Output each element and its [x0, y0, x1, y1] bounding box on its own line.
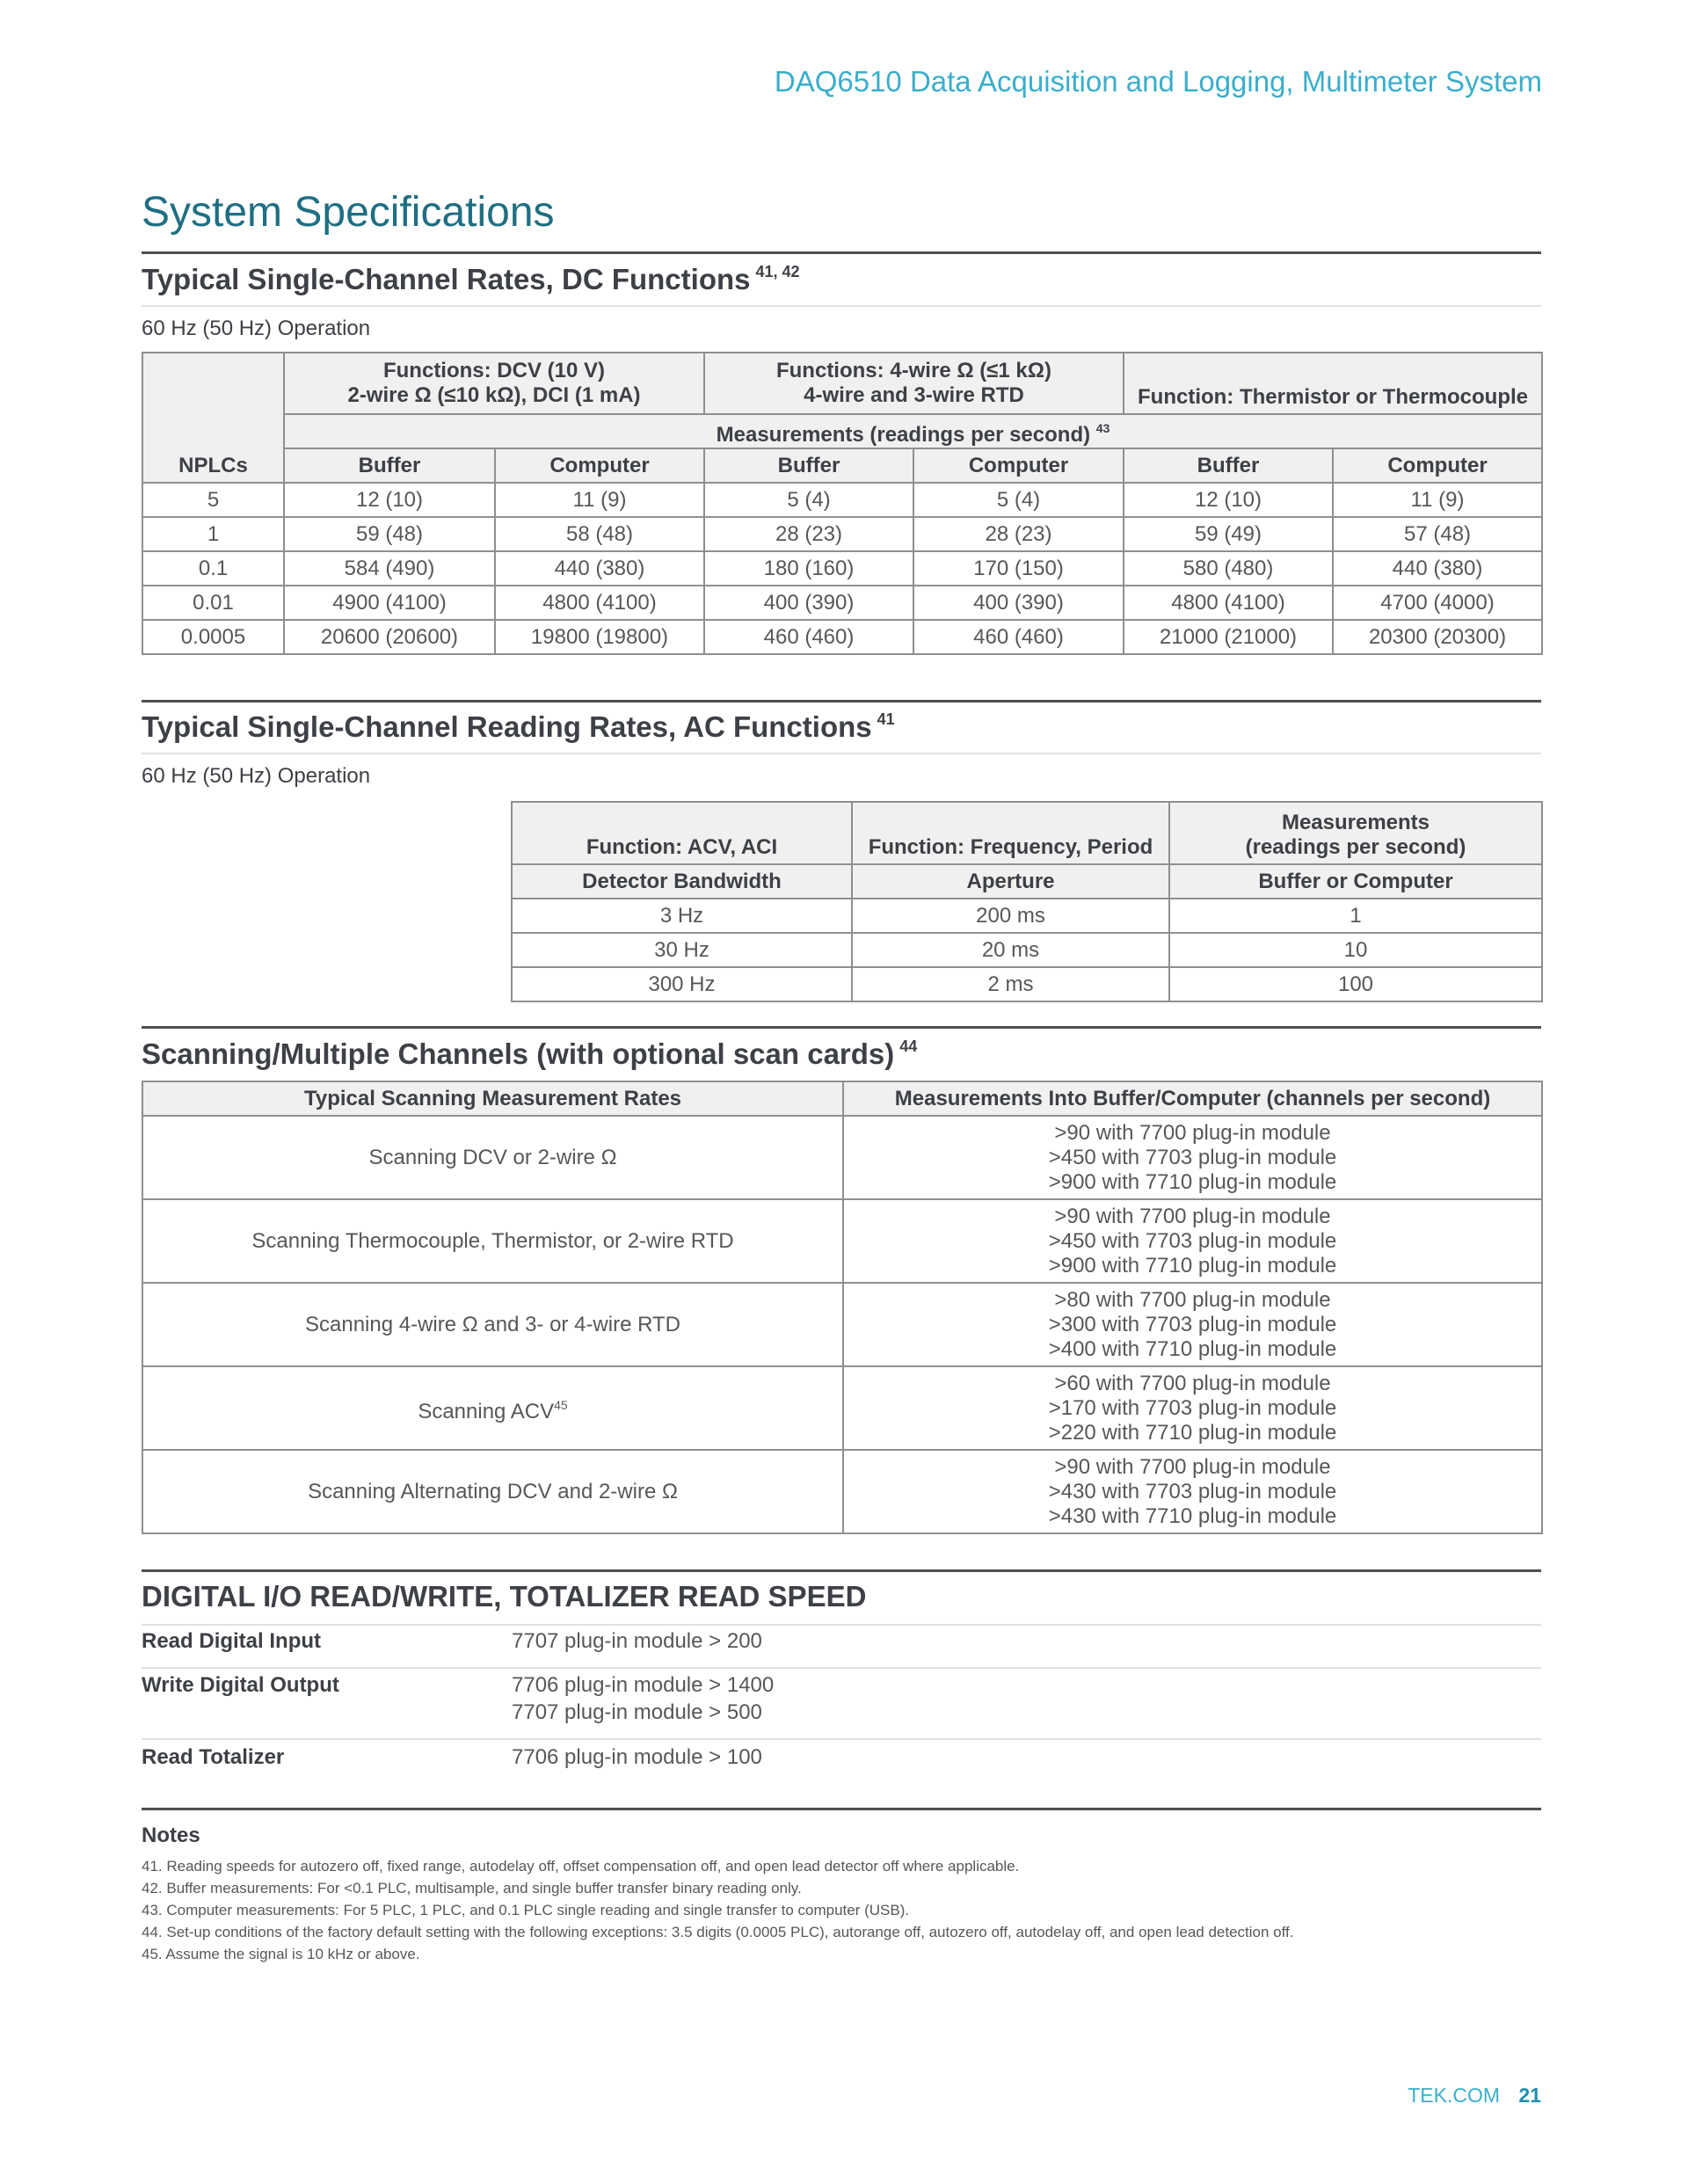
note-item: 42. Buffer measurements: For <0.1 PLC, multisample, and single buffer transfer binary reading only.	[142, 1880, 802, 1896]
note-item: 45. Assume the signal is 10 kHz or above.	[142, 1946, 420, 1962]
section-divider	[142, 700, 1541, 703]
nplc-cell: 0.1	[142, 551, 284, 586]
section-subdivider	[142, 753, 1541, 754]
ac-cell: 1	[1169, 899, 1542, 933]
rate-cell: 4700 (4000)	[1333, 586, 1542, 620]
scan-rate-line: >430 with 7710 plug-in module	[1048, 1503, 1337, 1528]
dio-value: 7706 plug-in module > 1400	[512, 1673, 775, 1697]
column-header: Computer	[495, 448, 704, 483]
rate-cell: 12 (10)	[1124, 483, 1333, 517]
table-row	[142, 483, 1542, 517]
note-item: 41. Reading speeds for autozero off, fixed range, autodelay off, offset compensation off, and open lead detector off where applicable.	[142, 1858, 1020, 1875]
table-row	[512, 899, 1542, 933]
nplc-cell: 0.0005	[142, 620, 284, 654]
notes-title: Notes	[142, 1824, 200, 1847]
table-row	[142, 517, 1542, 551]
rate-cell: 400 (390)	[913, 586, 1124, 620]
rate-cell: 28 (23)	[913, 517, 1124, 551]
scan-type-label: Scanning DCV or 2-wire Ω	[368, 1145, 617, 1169]
column-header: Aperture	[852, 864, 1169, 899]
rate-cell: 170 (150)	[913, 551, 1124, 586]
rate-cell: 4900 (4100)	[284, 586, 495, 620]
section-divider	[142, 1026, 1541, 1029]
rate-cell: 5 (4)	[704, 483, 913, 517]
scan-rate-line: >170 with 7703 plug-in module	[1048, 1395, 1337, 1420]
ac-cell: 3 Hz	[512, 899, 852, 933]
scan-type-cell	[142, 1366, 843, 1450]
dio-label: Read Totalizer	[142, 1745, 285, 1769]
dio-value: 7707 plug-in module > 500	[512, 1700, 762, 1724]
scan-rate-line: >430 with 7703 plug-in module	[1048, 1479, 1337, 1503]
scan-rate-line: >400 with 7710 plug-in module	[1048, 1336, 1337, 1361]
ac-cell: 2 ms	[852, 967, 1169, 1001]
rate-cell: 20600 (20600)	[284, 620, 495, 654]
ac-section-title-text: Typical Single-Channel Reading Rates, AC Functions	[142, 710, 872, 743]
scan-rate-line: >220 with 7710 plug-in module	[1048, 1420, 1337, 1445]
ac-header-measurements: Measurements (readings per second)	[1169, 802, 1542, 864]
dio-label: Read Digital Input	[142, 1629, 321, 1653]
rate-cell: 57 (48)	[1333, 517, 1542, 551]
row-divider	[142, 1738, 1541, 1740]
scan-rate-cell	[843, 1116, 1542, 1199]
scan-rate-line: >90 with 7700 plug-in module	[1054, 1454, 1331, 1479]
table-row	[512, 967, 1542, 1001]
footnote-ref: 44	[899, 1037, 918, 1055]
rate-cell: 584 (490)	[284, 551, 495, 586]
footnote-ref: 43	[1095, 420, 1110, 435]
scanning-rates-table	[142, 1081, 1543, 1534]
scan-section-title-text: Scanning/Multiple Channels (with optional scan cards)	[142, 1037, 895, 1070]
rate-cell: 59 (48)	[284, 517, 495, 551]
nplc-cell: 5	[142, 483, 284, 517]
scan-rate-cell	[843, 1283, 1542, 1366]
nplc-header: NPLCs	[142, 353, 284, 483]
scan-section-title	[142, 1037, 917, 1071]
section-subdivider	[142, 305, 1541, 307]
ac-operation-subhead: 60 Hz (50 Hz) Operation	[142, 764, 371, 788]
dc-section-title	[142, 263, 800, 296]
scan-rate-line: >300 with 7703 plug-in module	[1048, 1312, 1337, 1336]
column-header: Buffer	[704, 448, 913, 483]
scan-rate-line: >450 with 7703 plug-in module	[1048, 1228, 1337, 1253]
rate-cell: 180 (160)	[704, 551, 913, 586]
ac-cell: 200 ms	[852, 899, 1169, 933]
rate-cell: 460 (460)	[913, 620, 1124, 654]
rate-cell: 12 (10)	[284, 483, 495, 517]
table-row	[142, 1283, 1542, 1366]
rate-cell: 4800 (4100)	[495, 586, 704, 620]
rate-cell: 59 (49)	[1124, 517, 1333, 551]
rate-cell: 5 (4)	[913, 483, 1124, 517]
group-header-dcv: Functions: DCV (10 V) 2-wire Ω (≤10 kΩ), DCI (1 mA)	[284, 353, 704, 414]
scan-type-label: Scanning 4-wire Ω and 3- or 4-wire RTD	[305, 1312, 680, 1336]
dio-value: 7707 plug-in module > 200	[512, 1629, 762, 1653]
table-row	[142, 586, 1542, 620]
row-divider	[142, 1667, 1541, 1669]
ac-header-acv: Function: ACV, ACI	[512, 802, 852, 864]
scan-type-label: Scanning Alternating DCV and 2-wire Ω	[308, 1479, 678, 1503]
rate-cell: 28 (23)	[704, 517, 913, 551]
footer-site-link[interactable]: TEK.COM	[1408, 2084, 1500, 2107]
scan-header-type: Typical Scanning Measurement Rates	[142, 1081, 843, 1116]
dio-label: Write Digital Output	[142, 1673, 339, 1697]
scan-type-label: Scanning Thermocouple, Thermistor, or 2-wire RTD	[251, 1228, 734, 1253]
section-subdivider	[142, 1624, 1541, 1626]
rate-cell: 19800 (19800)	[495, 620, 704, 654]
scan-type-label: Scanning ACV	[418, 1399, 555, 1423]
ac-cell: 100	[1169, 967, 1542, 1001]
scan-rate-line: >80 with 7700 plug-in module	[1054, 1287, 1331, 1312]
scan-rate-line: >450 with 7703 plug-in module	[1048, 1145, 1337, 1169]
ac-cell: 20 ms	[852, 933, 1169, 967]
dio-value: 7706 plug-in module > 100	[512, 1745, 762, 1769]
scan-type-cell	[142, 1450, 843, 1533]
section-divider	[142, 251, 1541, 254]
scan-type-cell	[142, 1199, 843, 1283]
rate-cell: 580 (480)	[1124, 551, 1333, 586]
scan-rate-cell	[843, 1366, 1542, 1450]
dc-section-title-text: Typical Single-Channel Rates, DC Functions	[142, 263, 751, 295]
table-row	[142, 620, 1542, 654]
scan-rate-line: >900 with 7710 plug-in module	[1048, 1169, 1337, 1194]
scan-rate-line: >90 with 7700 plug-in module	[1054, 1120, 1331, 1145]
footnote-ref: 41, 42	[755, 263, 800, 280]
column-header: Computer	[913, 448, 1124, 483]
table-row	[142, 1116, 1542, 1199]
scan-rate-line: >60 with 7700 plug-in module	[1054, 1371, 1331, 1395]
scan-header-rate: Measurements Into Buffer/Computer (channels per second)	[843, 1081, 1542, 1116]
dc-rates-table	[142, 352, 1543, 655]
rate-cell: 440 (380)	[1333, 551, 1542, 586]
page-title: System Specifications	[142, 189, 555, 236]
column-header: Buffer	[1124, 448, 1333, 483]
dio-values	[512, 1671, 774, 1726]
scan-rate-line: >900 with 7710 plug-in module	[1048, 1253, 1337, 1278]
ac-cell: 300 Hz	[512, 967, 852, 1001]
footnote-ref: 41	[877, 710, 895, 728]
rate-cell: 58 (48)	[495, 517, 704, 551]
scan-type-cell	[142, 1116, 843, 1199]
scan-rate-line: >90 with 7700 plug-in module	[1054, 1204, 1331, 1228]
dio-values	[512, 1627, 762, 1655]
nplc-cell: 1	[142, 517, 284, 551]
rate-cell: 460 (460)	[704, 620, 913, 654]
dc-operation-subhead: 60 Hz (50 Hz) Operation	[142, 317, 371, 340]
scan-rate-cell	[843, 1450, 1542, 1533]
rate-cell: 21000 (21000)	[1124, 620, 1333, 654]
column-header: Detector Bandwidth	[512, 864, 852, 899]
table-row	[142, 551, 1542, 586]
ac-cell: 30 Hz	[512, 933, 852, 967]
ac-section-title	[142, 710, 895, 744]
column-header: Buffer	[284, 448, 495, 483]
document-header-title: DAQ6510 Data Acquisition and Logging, Multimeter System	[774, 65, 1542, 98]
group-header-4wire: Functions: 4-wire Ω (≤1 kΩ) 4-wire and 3-wire RTD	[704, 353, 1124, 414]
ac-cell: 10	[1169, 933, 1542, 967]
ac-rates-table	[511, 801, 1543, 1002]
dio-values	[512, 1744, 762, 1771]
rate-cell: 4800 (4100)	[1124, 586, 1333, 620]
rate-cell: 400 (390)	[704, 586, 913, 620]
table-row	[142, 1366, 1542, 1450]
column-header: Computer	[1333, 448, 1542, 483]
table-row	[512, 933, 1542, 967]
ac-header-frequency: Function: Frequency, Period	[852, 802, 1169, 864]
section-divider	[142, 1808, 1541, 1810]
rate-cell: 11 (9)	[1333, 483, 1542, 517]
footnote-ref: 45	[554, 1397, 568, 1412]
group-header-thermistor: Function: Thermistor or Thermocouple	[1124, 353, 1542, 414]
measurements-header: Measurements (readings per second) $^{43}$	[284, 414, 1542, 448]
notes-list	[142, 1855, 1294, 1965]
note-item: 43. Computer measurements: For 5 PLC, 1 PLC, and 0.1 PLC single reading and single transfer to computer (USB).	[142, 1902, 910, 1918]
rate-cell: 11 (9)	[495, 483, 704, 517]
table-row	[142, 1199, 1542, 1283]
table-row	[142, 1450, 1542, 1533]
rate-cell: 440 (380)	[495, 551, 704, 586]
note-item: 44. Set-up conditions of the factory default setting with the following exceptions: 3.5 digits (0.0005 PLC), autorange off, autozero off, autodelay off, and open lead detection off.	[142, 1924, 1294, 1940]
scan-rate-cell	[843, 1199, 1542, 1283]
section-divider	[142, 1569, 1541, 1572]
scan-type-cell	[142, 1283, 843, 1366]
nplc-cell: 0.01	[142, 586, 284, 620]
column-header: Buffer or Computer	[1169, 864, 1542, 899]
dio-section-title: DIGITAL I/O READ/WRITE, TOTALIZER READ SPEED	[142, 1580, 867, 1613]
rate-cell: 20300 (20300)	[1333, 620, 1542, 654]
page-number: 21	[1518, 2084, 1541, 2107]
